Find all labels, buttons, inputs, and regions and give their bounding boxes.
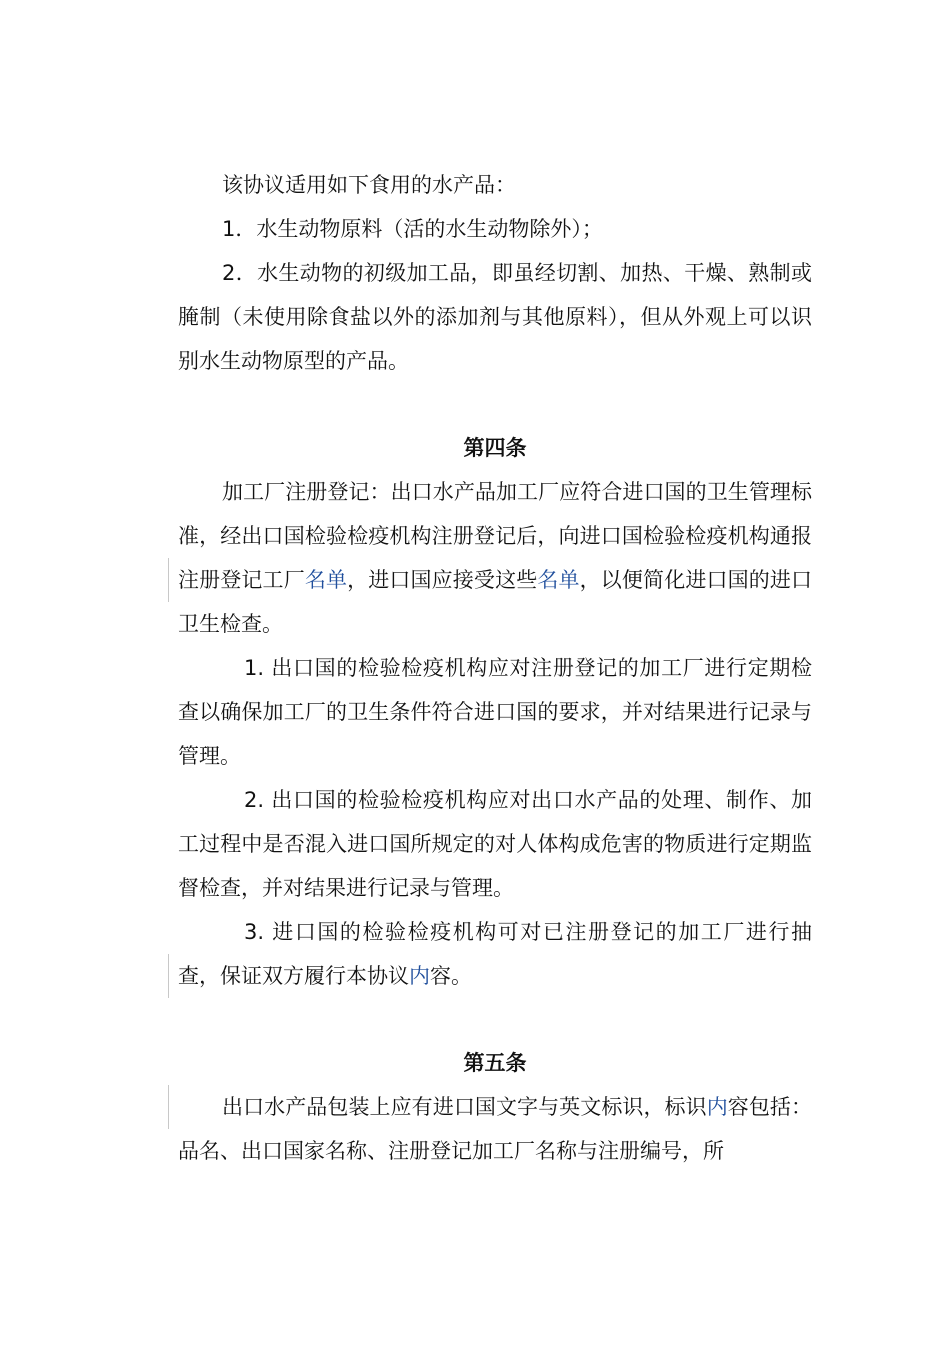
article-4-item-3-text-b: 容。 xyxy=(430,964,472,988)
article-4-item-2: 2. 出口国的检验检疫机构应对出口水产品的处理、制作、加工过程中是否混入进口国所规定的对人体构成危害的物质进行定期监督检查，并对结果进行记录与管理。 xyxy=(178,788,812,900)
article-5-paragraph xyxy=(178,1085,812,1173)
section-gap xyxy=(178,998,812,1041)
intro-item-1: 1．水生动物原料（活的水生动物除外）； xyxy=(222,217,603,241)
article-4-item-1: 1. 出口国的检验检疫机构应对注册登记的加工厂进行定期检查以确保加工厂的卫生条件符合进口国的要求，并对结果进行记录与管理。 xyxy=(178,656,812,768)
article-5-heading: 第五条 xyxy=(463,1051,527,1075)
article-4-item-3-text-a: 3. 进口国的检验检疫机构可对已注册登记的加工厂进行抽查，保证双方履行本协议 xyxy=(178,920,812,988)
intro-item-2: 2．水生动物的初级加工品，即虽经切割、加热、干燥、熟制或腌制（未使用除食盐以外的添加剂与其他原料），但从外观上可以识别水生动物原型的产品。 xyxy=(178,261,812,373)
article-4-text-b: ，进口国应接受这些 xyxy=(347,568,538,592)
article-4-item-3 xyxy=(178,910,812,998)
content-link[interactable]: 内 xyxy=(409,964,430,988)
article-4-text-c: ，以便简化进口国的进口卫生检查。 xyxy=(178,568,813,636)
article-4-paragraph xyxy=(178,470,812,646)
article-5-text-a: 出口水产品包装上应有进口国文字与英文标识，标识 xyxy=(222,1095,707,1119)
revision-bar xyxy=(168,954,169,998)
intro-line: 该协议适用如下食用的水产品： xyxy=(222,173,516,197)
document-page xyxy=(178,163,812,1173)
article-5-text-b: 容包括：品名、出口国家名称、注册登记加工厂名称与注册编号，所 xyxy=(178,1095,813,1163)
article-4-heading: 第四条 xyxy=(463,436,527,460)
content-link[interactable]: 内 xyxy=(706,1095,728,1119)
revision-bar xyxy=(168,558,169,602)
list-link-2[interactable]: 名单 xyxy=(537,568,580,592)
section-gap xyxy=(178,383,812,426)
list-link-1[interactable]: 名单 xyxy=(304,568,348,592)
revision-bar xyxy=(168,1085,169,1129)
article-4-text-a: 加工厂注册登记：出口水产品加工厂应符合进口国的卫生管理标准，经出口国检验检疫机构注册登记后，向进口国检验检疫机构通报注册登记工厂 xyxy=(178,480,812,592)
